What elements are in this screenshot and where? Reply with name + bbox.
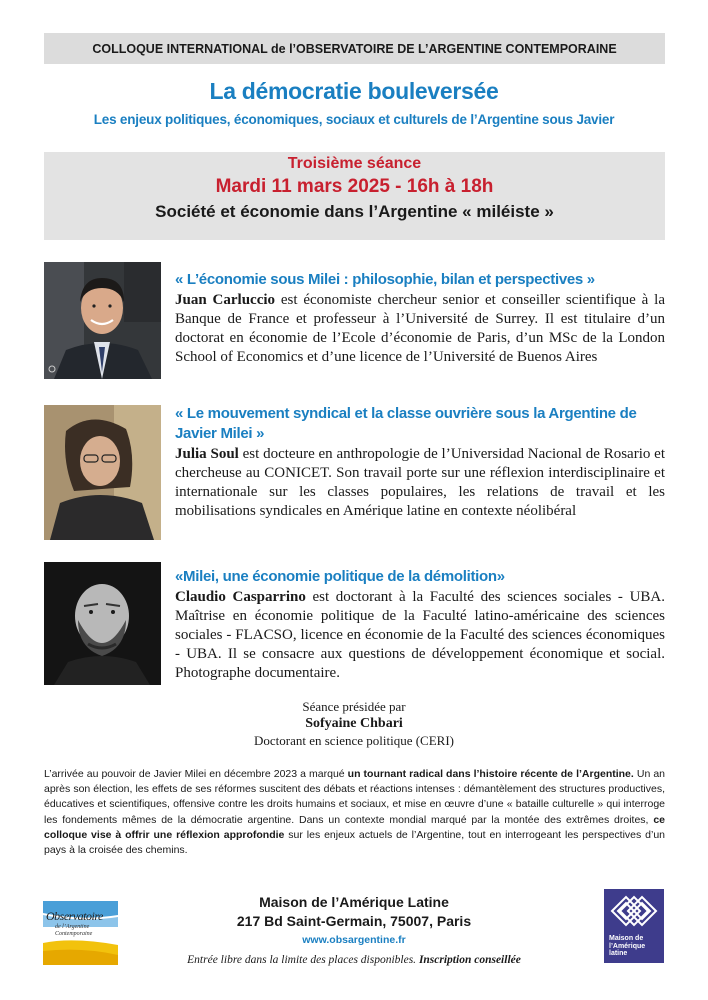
speaker-bio-3 xyxy=(175,588,665,683)
chair-role: Doctorant en science politique (CERI) xyxy=(254,733,454,748)
speaker-photo-3 xyxy=(44,562,161,685)
speaker-block-3 xyxy=(44,562,665,687)
summary-bold-1: un tournant radical dans l’histoire récente de l’Argentine. xyxy=(347,768,634,780)
session-chair xyxy=(0,698,708,749)
website-link[interactable]: www.obsargentine.fr xyxy=(302,934,406,946)
venue xyxy=(0,893,708,931)
event-subtitle: Les enjeux politiques, économiques, sociaux et culturels de l’Argentine sous Javier xyxy=(93,112,615,127)
entry-note xyxy=(0,954,708,966)
maison-line2: l’Amérique xyxy=(609,942,646,950)
talk-title-3: «Milei, une économie politique de la démolition» xyxy=(175,568,505,585)
summary-text-1: L’arrivée au pouvoir de Javier Milei en décembre 2023 a marqué xyxy=(44,768,348,780)
summary-text-3: sur les enjeux actuels de l’Argentine, tout en interrogeant les perspectives d’un pays à la croisée des chemins. xyxy=(44,828,665,857)
talk-title-1: « L’économie sous Milei : philosophie, bilan et perspectives » xyxy=(175,271,595,288)
speaker-name-2: Julia Soul xyxy=(175,446,239,462)
venue-address: 217 Bd Saint-Germain, 75007, Paris xyxy=(236,913,472,929)
maison-amerique-latine-logo xyxy=(604,889,664,963)
speaker-block-2 xyxy=(44,405,665,545)
speaker-name-1: Juan Carluccio xyxy=(175,292,276,308)
session-theme: Société et économie dans l’Argentine « miléiste » xyxy=(155,202,554,221)
maison-logo-text xyxy=(609,935,645,958)
session-number: Troisième séance xyxy=(287,155,422,172)
session-date: Mardi 11 mars 2025 - 16h à 18h xyxy=(215,176,494,197)
speaker-bio-2 xyxy=(175,445,665,521)
speaker-photo-1 xyxy=(44,262,161,379)
event-title: La démocratie bouleversée xyxy=(209,78,499,104)
colloquium-summary xyxy=(44,767,665,858)
speaker-bio-text-3: est doctorant à la Faculté des sciences sociales - UBA. Maîtrise en économie politique de la Faculté latino-américaine des sciences sociales - FLACSO, licence en économie de la Faculté des sciences économiques - UBA. Il se consacre aux questions de développement économique et social. Photographe documentaire. xyxy=(175,589,665,681)
speaker-bio-text-1: est économiste chercheur senior et conseiller scientifique à la Banque de France et professeur à l’Université de Surrey. Il est titulaire d’un doctorat en économie de l’Ecole d’économie de Paris, d’un MSc de la London School of Economics et d’une licence de l’Université de Buenos Aires xyxy=(175,292,665,365)
observatoire-wordmark: Observatoire xyxy=(46,909,103,923)
maison-line3: latine xyxy=(609,950,628,957)
speaker-bio-1 xyxy=(175,291,665,367)
speaker-name-3: Claudio Casparrino xyxy=(175,589,306,605)
maison-line1: Maison de xyxy=(609,935,644,942)
chair-name: Sofyaine Chbari xyxy=(305,716,403,731)
chair-label: Séance présidée par xyxy=(302,699,406,714)
observatoire-line2: Contemporaine xyxy=(55,931,93,937)
colloquium-banner xyxy=(44,33,665,64)
speaker-photo-2 xyxy=(44,405,161,540)
entry-registration: Inscription conseillée xyxy=(418,954,521,966)
observatoire-line1: de l’Argentine xyxy=(55,924,90,930)
summary-text-2: Un an après son élection, les effets de ses réformes suscitent des débats et réactions intenses : démantèlement des structures productives, éducatives et scientifiques, offensive contre les droits humains et sociaux, et mise en œuvre d’une « bataille culturelle » qui interroge les fondements mêmes de la démocratie argentine. Dans un contexte mondial marqué par la montée des extrêmes droites, xyxy=(44,768,666,826)
entry-text: Entrée libre dans la limite des places disponibles. xyxy=(187,954,419,966)
talk-title-2: « Le mouvement syndical et la classe ouvrière sous la Argentine de Javier Milei » xyxy=(175,405,637,442)
venue-name: Maison de l’Amérique Latine xyxy=(259,894,449,910)
summary-bold-2: ce colloque vise à offrir une réflexion approfondie xyxy=(44,813,665,841)
session-box xyxy=(44,152,665,240)
banner-text: COLLOQUE INTERNATIONAL de l’OBSERVATOIRE DE L’ARGENTINE CONTEMPORAINE xyxy=(92,41,617,56)
speaker-block-1 xyxy=(44,262,665,387)
speaker-bio-text-2: est docteure en anthropologie de l’Universidad Nacional de Rosario et chercheuse au CONICET. Son travail porte sur une réflexion interdisciplinaire et internationale sur les classes populaires, les relations de travail et les mobilisations syndicales en Amérique latine en contexte néolibéral xyxy=(175,446,665,519)
